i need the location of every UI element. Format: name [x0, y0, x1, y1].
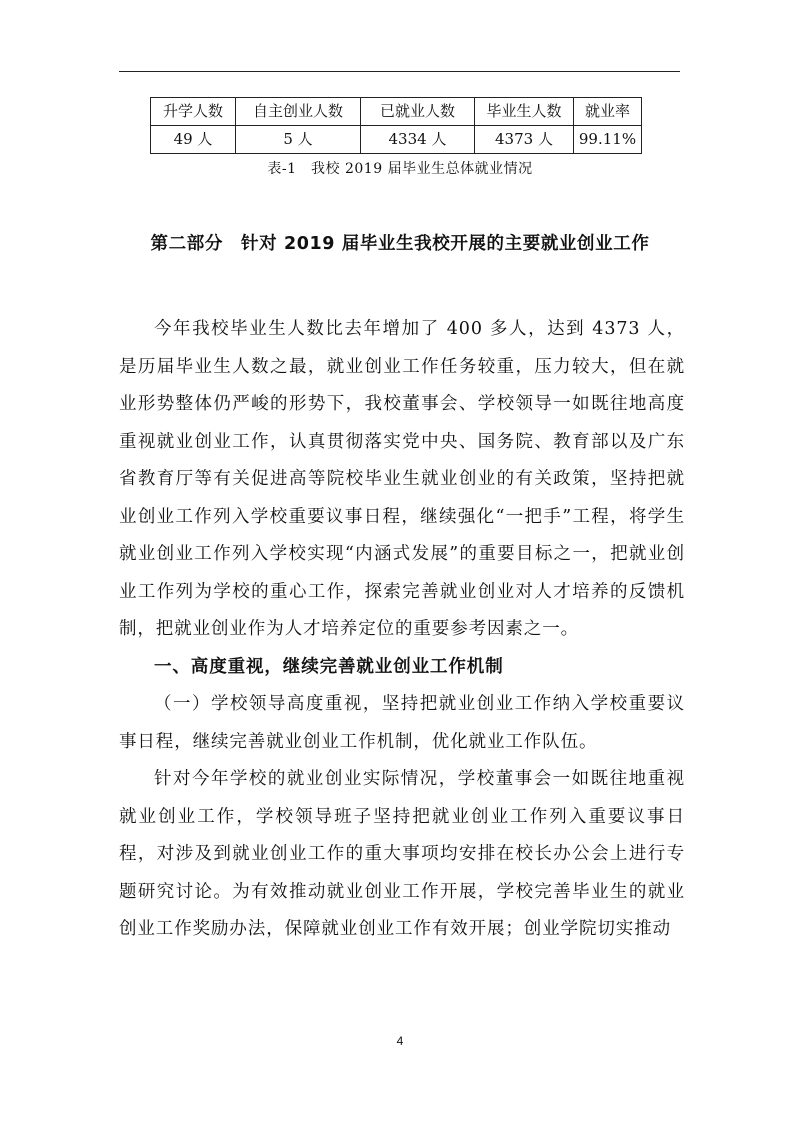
intro-paragraph: 今年我校毕业生人数比去年增加了 400 多人，达到 4373 人，是历届毕业生人数之最，就业创业工作任务较重，压力较大，但在就业形势整体仍严峻的形势下，我校董事会、学校领导一如既往地高度重视就业创业工作，认真贯彻落实党中央、国务院、教育部以及广东省教育厅等有关促进高等院校毕业生就业创业的有关政策，坚持把就业创业工作列入学校重要议事日程，继续强化“一把手”工程，将学生就业创业工作列入学校实现“内涵式发展”的重要目标之一，把就业创业工作列为学校的重心工作，探索完善就业创业对人才培养的反馈机制，把就业创业作为人才培养定位的重要参考因素之一。 [119, 319, 685, 639]
value-cell: 4334 人 [361, 126, 475, 154]
header-cell: 毕业生人数 [475, 98, 574, 126]
section-heading: 第二部分 针对 2019 届毕业生我校开展的主要就业创业工作 [150, 234, 650, 254]
value-cell: 4373 人 [475, 126, 574, 154]
header-rule [119, 71, 680, 72]
page-number: 4 [396, 1034, 404, 1048]
body-text [119, 311, 685, 949]
value-cell: 49 人 [151, 126, 236, 154]
table-header-row [151, 98, 642, 126]
header-cell: 自主创业人数 [236, 98, 361, 126]
table-value-row [151, 126, 642, 154]
table-caption: 表-1 我校 2019 届毕业生总体就业情况 [267, 161, 533, 177]
header-cell: 已就业人数 [361, 98, 475, 126]
value-cell: 5 人 [236, 126, 361, 154]
employment-stats-table [150, 97, 642, 154]
header-cell: 升学人数 [151, 98, 236, 126]
value-cell: 99.11% [574, 126, 642, 154]
point-paragraph: （一）学校领导高度重视，坚持把就业创业工作纳入学校重要议事日程，继续完善就业创业工作机制，优化就业工作队伍。 [119, 694, 685, 752]
detail-paragraph: 针对今年学校的就业创业实际情况，学校董事会一如既往地重视就业创业工作，学校领导班子坚持把就业创业工作列入重要议事日程，对涉及到就业创业工作的重大事项均安排在校长办公会上进行专题研究讨论。为有效推动就业创业工作开展，学校完善毕业生的就业创业工作奖励办法，保障就业创业工作有效开展；创业学院切实推动 [119, 769, 685, 939]
header-cell: 就业率 [574, 98, 642, 126]
subsection-heading: 一、高度重视，继续完善就业创业工作机制 [154, 656, 504, 677]
